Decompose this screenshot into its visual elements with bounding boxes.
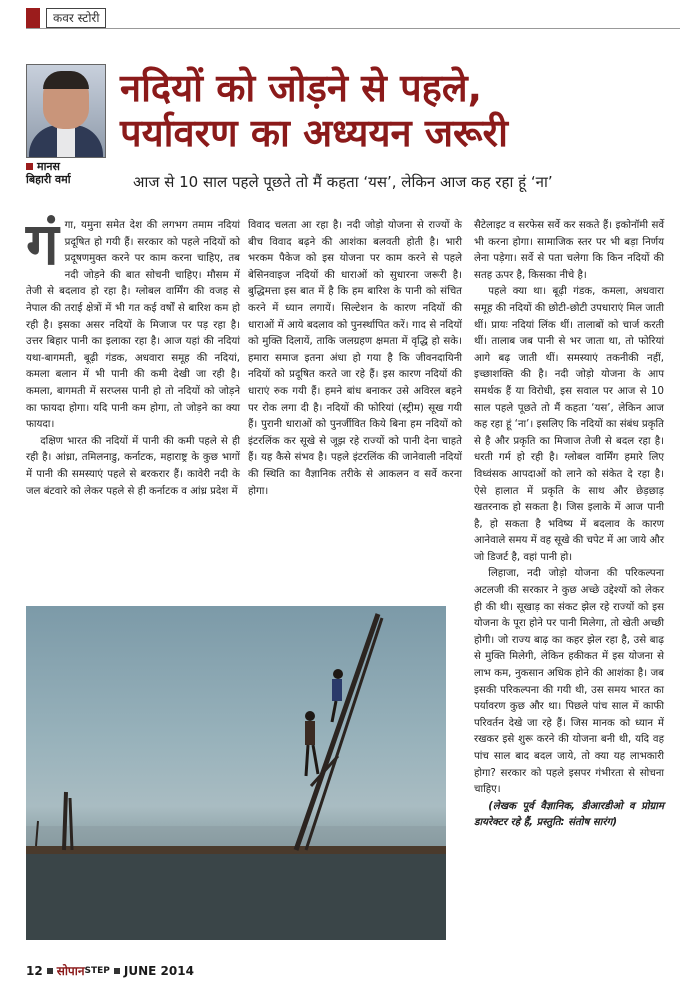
author-name: बिहारी वर्मा bbox=[26, 173, 71, 186]
river-photo bbox=[26, 606, 446, 940]
author-credit: (लेखक पूर्व वैज्ञानिक, डीआरडीओ व प्रोग्राम डायरेक्टर रहे हैं, प्रस्तुति: संतोष सारंग) bbox=[474, 800, 664, 829]
river-scene-illustration bbox=[26, 606, 446, 940]
paragraph: विवाद चलता आ रहा है। नदी जोड़ो योजना से राज्यों के बीच विवाद बढ़ने की आशंका बलवती होती है। भारी भरकम पैकेज को इस योजना पर काम करने से पहले बेसिनवाइज नदियों की धाराओं को सुधारना जरूरी है। बुद्धिमत्ता इस बात में है कि हम बारिश के पानी को संचित करने में ध्यान लगायें। सिल्टेशन के कारण नदियों की धाराओं में आये बदलाव को पुनर्स्थापित करें। गाद से नदियों को मुक्ति दिलायें, ताकि जलग्रहण क्षमता में वृद्धि हो सके। हमारा समाज इतना अंधा हो गया है कि जीवनदायिनी नदियों को प्रदूषित करते जा रहे हैं। इस कारण नदियों की धाराएं रुक गयी हैं। हमने बांध बनाकर उसे अविरल बहने पर रोक लगा दी है। नदियों की फोरियां (स्ट्रीम) सूख गयी हैं। पुरानी धाराओं को पुनर्जीवित किये बिना हम नदियों को इंटरलिंक कर सूखे से जूझ रहे राज्यों को पानी देना चाहते हैं। यह कैसे संभव है। पहले इंटरलिंक की जानेवाली नदियों की स्थिति का वैज्ञानिक तरीके से आकलन व सर्वे करना होगा। bbox=[248, 220, 462, 497]
section-header bbox=[26, 8, 106, 28]
article-column-1 bbox=[26, 210, 240, 500]
headline bbox=[120, 66, 675, 156]
page-number: 12 bbox=[26, 963, 43, 978]
paragraph: गंगा, यमुना समेत देश की लगभग तमाम नदियां प्रदूषित हो गयी हैं। सरकार को पहले नदियों को प्रदूषणमुक्त करने पर काम करना चाहिए, तब नदी जोड़ने की बात सोचनी चाहिए। मौसम में तेजी से बदलाव हो रहा है। ग्लोबल वार्मिंग की वजह से नेपाल की तराई क्षेत्रों में भी गत कई वर्षों से बारिश कम हो रही है। इसका असर नदियों के मिजाज पर पड़ रहा है। उत्तर बिहार पानी का इलाका रहा है। आज यहां की नदियां यथा-बागमती, बूढ़ी गंडक, अधवारा समूह की नदियां, कमला बलान में भी पानी की कमी देखी जा रही है। कमला, बागमती में सरप्लस पानी हो तो नदियों को जोड़ने का फायदा होगा। यदि पानी कम होगा, तो जोड़ने का क्या फायदा। bbox=[26, 210, 240, 431]
magazine-brand-suffix: STEP bbox=[84, 965, 110, 976]
magazine-brand: सोपान bbox=[56, 964, 85, 978]
section-label: कवर स्टोरी bbox=[46, 8, 106, 28]
paragraph: सैटेलाइट व सरफेस सर्वे कर सकते हैं। इकोनॉमी सर्वे भी करना होगा। सामाजिक स्तर पर भी बड़ा निर्णय लेना पड़ेगा। सर्वे से पता चलेगा कि किन नदियों की सतह ऊपर है, किसका नीचे है। bbox=[474, 220, 664, 281]
paragraph: लिहाजा, नदी जोड़ो योजना की परिकल्पना अटलजी की सरकार ने कुछ अच्छे उद्देश्यों को लेकर ही की थी। सूखाड़ का संकट झेल रहे राज्यों को इस योजना के पूरा होने पर पानी मिलेगा, तो खेती अच्छी होगी। जो राज्य बाढ़ का कहर झेल रहा है, उसे बाढ़ से मुक्ति मिलेगी, लेकिन हकीकत में इस योजना से लाभ कम, नुकसान अधिक होने की आशंका है। जब इसकी परिकल्पना की गयी थी, उस समय भारत का पर्यावरण कुछ और था। पिछले पांच साल में काफी परिवर्तन देखे जा रहे हैं। जिस मानक को ध्यान में रखकर इसे शुरू करने की योजना बनी थी, यदि वह पांच साल बाद बदल जाये, तो क्या यह लाभकारी होगा? सरकार को पहले इसपर गंभीरता से सोचना चाहिए। bbox=[474, 568, 664, 796]
page-footer bbox=[26, 962, 194, 979]
subheadline: आज से 10 साल पहले पूछते तो मैं कहता ‘यस’, लेकिन आज कह रहा हूं ‘ना’ bbox=[133, 173, 553, 191]
issue-date: JUNE 2014 bbox=[123, 963, 194, 978]
headline-line-2: पर्यावरण का अध्ययन जरूरी bbox=[120, 111, 508, 155]
author-photo bbox=[26, 64, 106, 158]
paragraph: पहले क्या था। बूढ़ी गंडक, कमला, अधवारा समूह की नदियों की छोटी-छोटी उपधाराएं मिल जाती थीं। प्रायः नदियां लिंक थीं। तालाबों को चार्ज करती थीं। तालाब जब पानी से भर जाता था, तो फोरियां आगे बढ़ जाती थीं। समस्याएं तकनीकी नहीं, इच्छाशक्ति की है। नदी जोड़ो योजना के आप समर्थक हैं या विरोधी, इस सवाल पर आज से 10 साल पहले पूछते तो मैं कहता ‘यस’, लेकिन आज कह रहा हूं ‘ना’। इसलिए कि नदियों का संबंध प्रकृति से है और प्रकृति का मिजाज तेजी से बदल रहा है। धरती गर्म हो रही है। ग्लोबल वार्मिंग हमारे लिए विध्वंसक आपदाओं को लाने को संकेत दे रहा है। ऐसे हालात में प्रकृति के साथ और छेड़छाड़ खतरनाक हो सकता है। जिस इलाके में आज पानी है, हो सकता है भविष्य में बदलाव के कारण आनेवाले समय में वह सूखे की चपेट में आ जाये और जो डिजर्ट है, वहां पानी हो। bbox=[474, 286, 665, 563]
drop-cap: गं bbox=[26, 210, 59, 278]
header-rule bbox=[26, 28, 680, 29]
article-column-3 bbox=[474, 218, 664, 832]
section-marker bbox=[26, 8, 40, 28]
author-prefix: मानस bbox=[37, 160, 60, 173]
article-column-2 bbox=[248, 218, 462, 500]
author-byline bbox=[26, 160, 71, 186]
headline-line-1: नदियों को जोड़ने से पहले, bbox=[120, 66, 483, 110]
paragraph: दक्षिण भारत की नदियों में पानी की कमी पहले से ही रही है। आंध्रा, तमिलनाडु, कर्नाटक, महाराष्ट्र के कुछ भागों में पानी की समस्याएं पहले से बरकरार हैं। कावेरी नदी के जल बंटवारे को लेकर पहले से ही कर्नाटक व आंध्र प्रदेश में bbox=[26, 435, 240, 497]
